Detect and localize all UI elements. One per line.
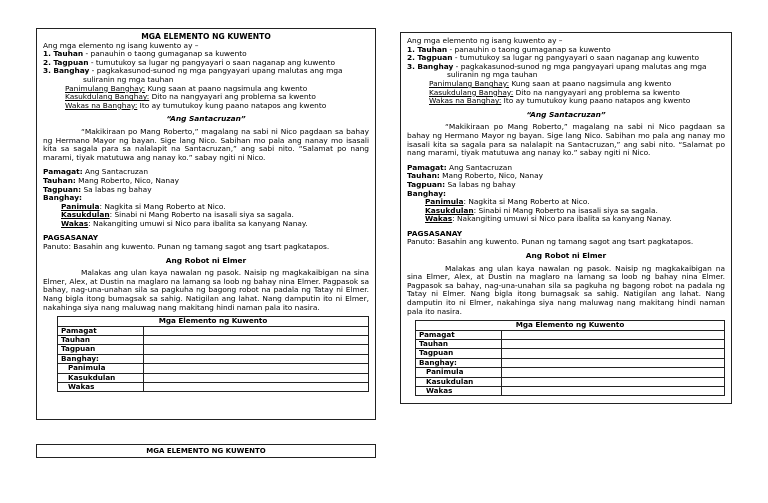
- answer-cell[interactable]: [144, 336, 369, 345]
- plot-part-term: Panimulang Banghay:: [429, 78, 510, 88]
- banghay-continuation: suliranin ng mga tauhan: [447, 70, 538, 80]
- row-label: Pamagat: [58, 326, 144, 335]
- story-title: “Ang Santacruzan”: [166, 114, 246, 124]
- example-label: Tagpuan:: [43, 184, 82, 194]
- example-value: Sa labas ng bahay: [81, 184, 152, 194]
- example-label: Panimula: [61, 201, 100, 211]
- story-paragraph: “Makikiraan po Mang Roberto,” magalang na sabi ni Nico pagdaan sa bahay ng Hermano Mayor ng bayan. Sige lang Nico. Sabihan mo pala ang nanay mo isasali kita sa sagala para sa nalalapit na Santacruzan,” ang sabi nito. “Salamat po nang marami, tiyak matutuwa ang nanay ko.” sabay ngiti ni Nico.: [43, 126, 369, 162]
- plot-part-wakas: [407, 97, 725, 106]
- example-wakas: [43, 220, 369, 229]
- row-label: Pamagat: [416, 330, 502, 339]
- row-label: Panimula: [416, 368, 502, 377]
- example-value: : Sinabi ni Mang Roberto na isasali siya sa sagala.: [473, 205, 658, 215]
- answer-cell[interactable]: [502, 368, 725, 377]
- element-num: 3.: [43, 66, 51, 76]
- example-value: : Nagkita si Mang Roberto at Nico.: [463, 197, 590, 207]
- table-heading: Mga Elemento ng Kuwento: [416, 321, 725, 330]
- worksheet-next-page-title: MGA ELEMENTO NG KUWENTO: [36, 444, 376, 458]
- element-num: 2.: [407, 53, 415, 63]
- story-title: “Ang Santacruzan”: [526, 109, 606, 119]
- answer-cell[interactable]: [144, 364, 369, 373]
- row-label: Tagpuan: [58, 345, 144, 354]
- table-row: [416, 368, 725, 377]
- table-heading: Mga Elemento ng Kuwento: [58, 317, 369, 326]
- element-desc: - pagkakasunod-sunod ng mga pangyayari upang malutas ang mga: [89, 66, 343, 76]
- element-desc: - panauhin o taong gumaganap sa kuwento: [447, 44, 611, 54]
- row-label: Banghay:: [416, 358, 502, 367]
- example-value: Ang Santacruzan: [446, 162, 513, 172]
- table-row: [58, 364, 369, 373]
- example-label: Pamagat:: [43, 167, 83, 177]
- element-desc: - tumutukoy sa lugar ng pangyayari o saan naganap ang kuwento: [452, 53, 699, 63]
- robot-story-paragraph: Malakas ang ulan kaya nawalan ng pasok. Naisip ng magkakaibigan na sina Elmer, Alex, at Dustin na maglaro na lamang sa loob ng bahay nina Elmer. Pagpasok sa bahay, nag-una-unahan sila sa pagkuha ng bagong robot na padala ng Tatay ni Elmer. Nang bigla itong bumagsak sa sahig. Natigilan ang lahat. Nang damputin ito ni Elmer, nakahinga siya nang maluwag nang makitang hindi naman pala ito nasira.: [407, 263, 725, 316]
- answer-cell[interactable]: [502, 330, 725, 339]
- example-value: Sa labas ng bahay: [445, 179, 516, 189]
- table-row: [416, 387, 725, 396]
- example-value: Mang Roberto, Nico, Nanay: [75, 175, 180, 185]
- example-label: Pamagat:: [407, 162, 447, 172]
- example-value: Ang Santacruzan: [82, 167, 149, 177]
- answer-cell[interactable]: [144, 345, 369, 354]
- example-value: : Nakangiting umuwi si Nico para ibalita sa kanyang Nanay.: [88, 218, 308, 228]
- elements-table: [415, 320, 725, 396]
- worksheet-left: [36, 28, 376, 420]
- row-label: Banghay:: [58, 354, 144, 363]
- example-banghay-label: Banghay:: [43, 193, 82, 203]
- element-num: 1.: [43, 49, 51, 59]
- element-term: Banghay: [53, 66, 90, 76]
- answer-cell[interactable]: [502, 340, 725, 349]
- answer-cell[interactable]: [502, 358, 725, 367]
- row-label: Wakas: [58, 383, 144, 392]
- plot-part-desc: Dito na nangyayari ang problema sa kwento: [513, 87, 680, 97]
- example-label: Panimula: [425, 197, 464, 207]
- answer-cell[interactable]: [144, 383, 369, 392]
- exercise-instructions: Panuto: Basahin ang kuwento. Punan ng tamang sagot ang tsart pagkatapos.: [43, 242, 330, 252]
- answer-cell[interactable]: [144, 326, 369, 335]
- element-num: 3.: [407, 61, 415, 71]
- element-term: Tauhan: [417, 44, 448, 54]
- table-row: [416, 340, 725, 349]
- plot-part-desc: Ito ay tumutukoy kung paano natapos ang kwento: [137, 100, 327, 110]
- example-label: Wakas: [61, 218, 89, 228]
- robot-story-paragraph: Malakas ang ulan kaya nawalan ng pasok. Naisip ng magkakaibigan na sina Elmer, Alex, at Dustin na maglaro na lamang sa loob ng bahay nina Elmer. Pagpasok sa bahay, nag-una-unahan sila sa pagkuha ng bagong robot na padala ng Tatay ni Elmer. Nang bigla itong bumagsak sa sahig. Natigilan ang lahat. Nang damputin ito ni Elmer, nakahinga siya nang maluwag nang makitang hindi naman pala ito nasira.: [43, 268, 369, 312]
- element-term: Banghay: [417, 61, 454, 71]
- example-label: Tauhan:: [43, 175, 76, 185]
- example-value: Mang Roberto, Nico, Nanay: [439, 171, 544, 181]
- table-row: [58, 326, 369, 335]
- element-num: 2.: [43, 57, 51, 67]
- row-label: Kasukdulan: [416, 377, 502, 386]
- example-label: Wakas: [425, 214, 453, 224]
- plot-part-term: Panimulang Banghay:: [65, 83, 146, 93]
- element-num: 1.: [407, 44, 415, 54]
- elements-table: [57, 316, 369, 392]
- robot-story-title: Ang Robot ni Elmer: [165, 255, 247, 265]
- example-tagpuan: [407, 181, 725, 190]
- element-desc: - tumutukoy sa lugar ng pangyayari o saan naganap ang kuwento: [88, 57, 335, 67]
- example-label: Kasukdulan: [425, 205, 474, 215]
- example-value: : Nagkita si Mang Roberto at Nico.: [99, 201, 226, 211]
- worksheet-right: [400, 32, 732, 404]
- plot-part-term: Wakas na Banghay:: [429, 96, 502, 106]
- answer-cell[interactable]: [144, 354, 369, 363]
- table-row: [58, 373, 369, 382]
- plot-part-desc: Kung saan at paano nagsimula ang kwento: [145, 83, 308, 93]
- table-row: [416, 349, 725, 358]
- table-row: [58, 336, 369, 345]
- plot-part-term: Wakas na Banghay:: [65, 100, 138, 110]
- example-label: Tauhan:: [407, 171, 440, 181]
- intro-text: Ang mga elemento ng isang kuwento ay –: [407, 36, 563, 45]
- table-row: [416, 330, 725, 339]
- row-label: Tagpuan: [416, 349, 502, 358]
- example-label: Kasukdulan: [61, 210, 110, 220]
- example-value: : Sinabi ni Mang Roberto na isasali siya sa sagala.: [109, 210, 294, 220]
- table-row: [58, 383, 369, 392]
- exercise-instructions: Panuto: Basahin ang kuwento. Punan ng tamang sagot ang tsart pagkatapos.: [407, 237, 694, 247]
- element-term: Tauhan: [53, 49, 84, 59]
- element-desc: - panauhin o taong gumaganap sa kuwento: [83, 49, 247, 59]
- example-wakas: [407, 215, 725, 224]
- banghay-continuation: suliranin ng mga tauhan: [83, 74, 174, 84]
- row-label: Kasukdulan: [58, 373, 144, 382]
- example-label: Tagpuan:: [407, 179, 446, 189]
- example-tagpuan: [43, 186, 369, 195]
- plot-part-term: Kasukdulang Banghay:: [65, 92, 150, 102]
- element-desc: - pagkakasunod-sunod ng mga pangyayari upang malutas ang mga: [453, 61, 707, 71]
- element-term: Tagpuan: [53, 57, 89, 67]
- example-banghay-label: Banghay:: [407, 188, 446, 198]
- example-value: : Nakangiting umuwi si Nico para ibalita sa kanyang Nanay.: [452, 214, 672, 224]
- plot-part-desc: Dito na nangyayari ang problema sa kwento: [149, 92, 316, 102]
- row-label: Tauhan: [58, 336, 144, 345]
- exercise-heading: PAGSASANAY: [407, 228, 463, 238]
- exercise-heading: PAGSASANAY: [43, 233, 99, 243]
- plot-part-desc: Kung saan at paano nagsimula ang kwento: [509, 78, 672, 88]
- plot-part-term: Kasukdulang Banghay:: [429, 87, 514, 97]
- plot-part-wakas: [43, 102, 369, 111]
- intro-text: Ang mga elemento ng isang kuwento ay –: [43, 40, 199, 50]
- plot-part-desc: Ito ay tumutukoy kung paano natapos ang kwento: [501, 96, 691, 106]
- row-label: Tauhan: [416, 340, 502, 349]
- answer-cell[interactable]: [502, 377, 725, 386]
- row-label: Panimula: [58, 364, 144, 373]
- element-term: Tagpuan: [417, 53, 453, 63]
- answer-cell[interactable]: [502, 387, 725, 396]
- story-paragraph: “Makikiraan po Mang Roberto,” magalang na sabi ni Nico pagdaan sa bahay ng Hermano Mayor ng bayan. Sige lang Nico. Sabihan mo pala ang nanay mo isasali kita sa sagala para sa nalalapit na Santacruzan,” ang sabi nito. “Salamat po nang marami, tiyak matutuwa ang nanay ko.” sabay ngiti ni Nico.: [407, 122, 725, 158]
- robot-story-title: Ang Robot ni Elmer: [525, 251, 607, 261]
- answer-cell[interactable]: [502, 349, 725, 358]
- table-row: [58, 345, 369, 354]
- worksheet-title: MGA ELEMENTO NG KUWENTO: [141, 32, 271, 41]
- table-row: [416, 377, 725, 386]
- row-label: Wakas: [416, 387, 502, 396]
- answer-cell[interactable]: [144, 373, 369, 382]
